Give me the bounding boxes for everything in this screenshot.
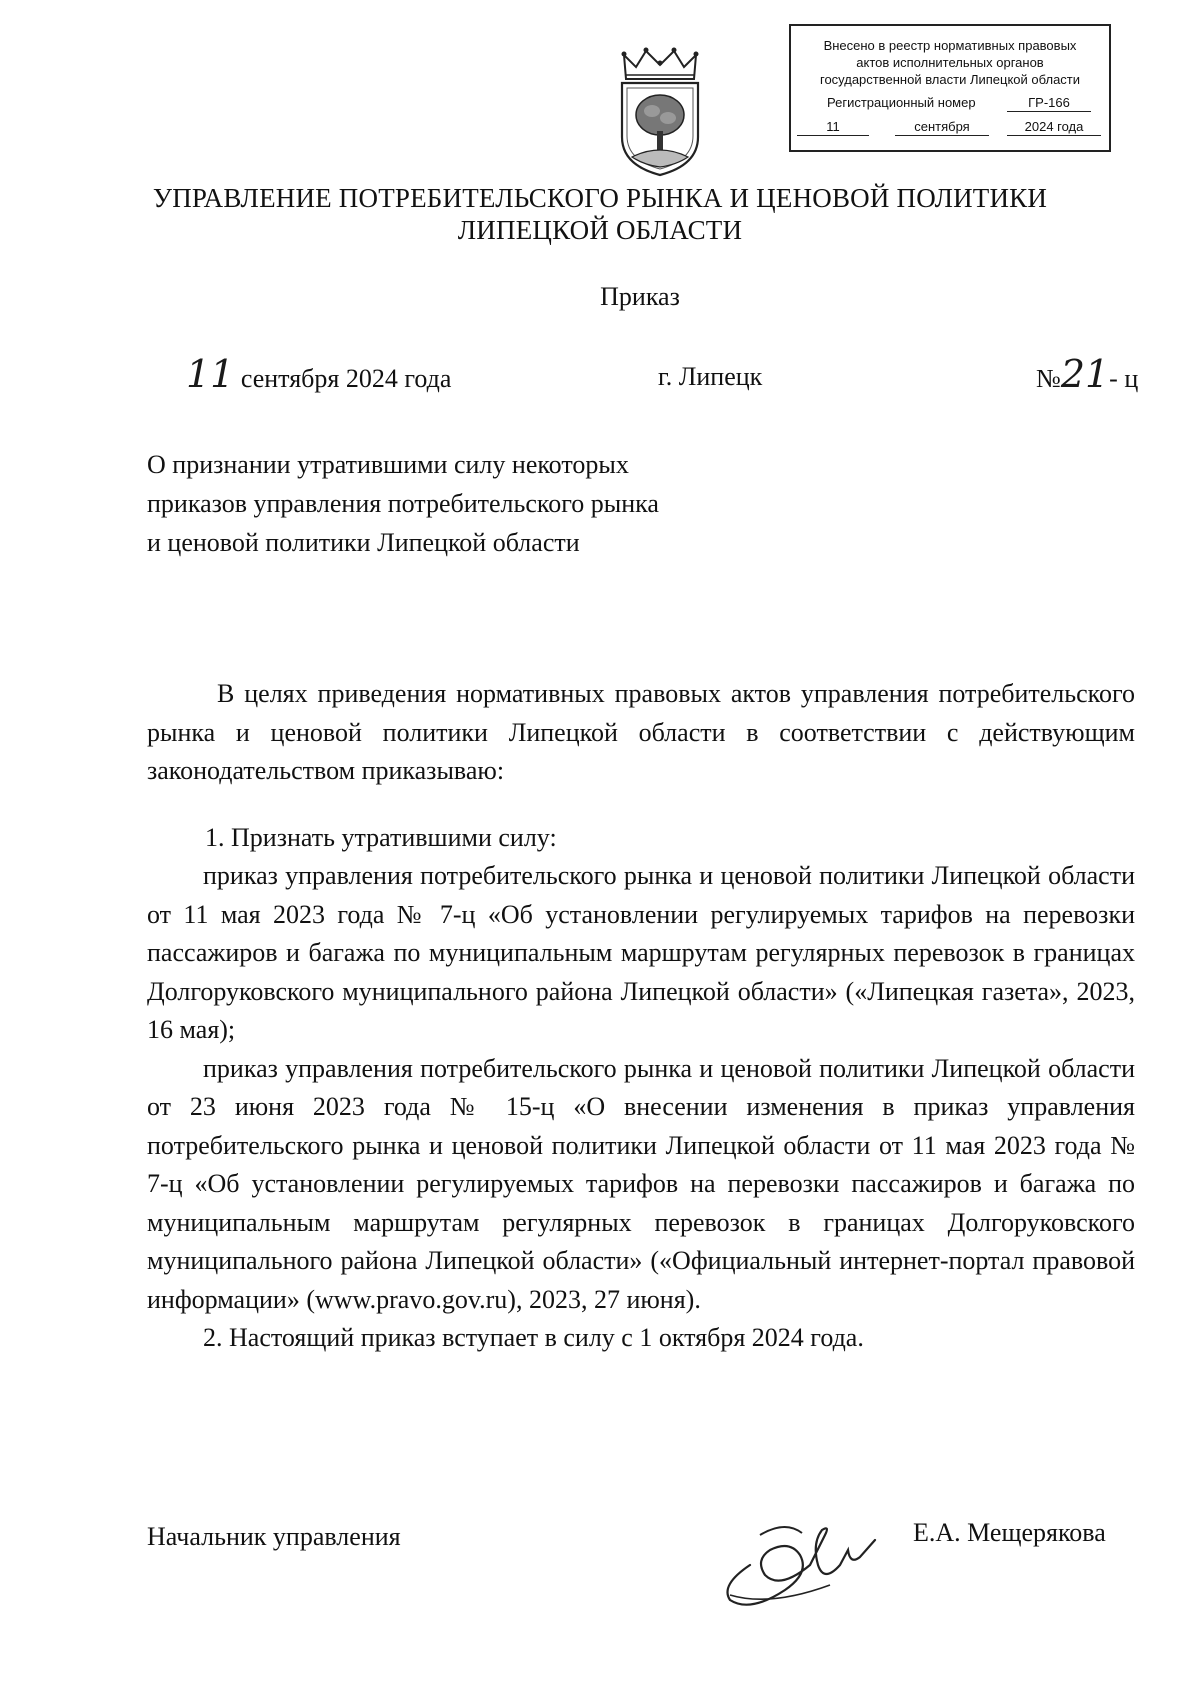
stamp-line-1: Внесено в реестр нормативных правовых: [823, 38, 1077, 53]
handwritten-day: 11: [186, 352, 235, 396]
item-1-title: 1. Признать утратившими силу:: [205, 822, 557, 852]
signatory-name: Е.А. Мещерякова: [913, 1518, 1106, 1547]
order-subject: [147, 445, 787, 562]
agency-name-line-2: ЛИПЕЦКОЙ ОБЛАСТИ: [457, 215, 743, 245]
stamp-month: сентября: [895, 118, 989, 136]
agency-name-line-1: УПРАВЛЕНИЕ ПОТРЕБИТЕЛЬСКОГО РЫНКА И ЦЕНОВОЙ ПОЛИТИКИ: [152, 183, 1048, 213]
handwritten-signature-icon: [690, 1495, 890, 1615]
lipetsk-coat-of-arms-icon: [612, 45, 708, 180]
stamp-reg-number: ГР-166: [1007, 94, 1091, 112]
subject-line-3: и ценовой политики Липецкой области: [147, 528, 580, 557]
document-type: Приказ: [600, 282, 680, 311]
number-suffix: - ц: [1109, 364, 1139, 393]
item-2-effective-date: 2. Настоящий приказ вступает в силу с 1 октября 2024 года.: [203, 1323, 864, 1352]
stamp-reg-label: Регистрационный номер: [827, 95, 976, 110]
order-number: [1036, 352, 1138, 396]
subject-line-2: приказов управления потребительского рынка: [147, 489, 659, 518]
number-prefix: №: [1036, 364, 1061, 393]
item-1-repealed-order-a: приказ управления потребительского рынка и ценовой политики Липецкой области от 11 мая 2023 года № 7-ц «Об установлении регулируемых тарифов на перевозки пассажиров и багажа по муниципальным маршрутам регулярных перевозок в границах Долгоруковского муниципального района Липецкой области» («Липецкая газета», 2023, 16 мая);: [147, 861, 1135, 1044]
registry-stamp: [789, 24, 1111, 152]
handwritten-number: 21: [1060, 352, 1110, 396]
stamp-year: 2024 года: [1007, 118, 1101, 136]
date-rest: сентября 2024 года: [240, 364, 452, 393]
intro-paragraph: В целях приведения нормативных правовых актов управления потребительского рынка и ценовой политики Липецкой области в соответствии с действующим законодательством приказываю:: [147, 679, 1135, 785]
stamp-line-2: актов исполнительных органов: [856, 55, 1044, 70]
subject-line-1: О признании утратившими силу некоторых: [147, 450, 629, 479]
order-date: [186, 352, 451, 396]
city: г. Липецк: [658, 362, 763, 391]
signatory-title: Начальник управления: [147, 1522, 401, 1551]
stamp-day: 11: [797, 118, 869, 136]
item-1-repealed-order-b: приказ управления потребительского рынка и ценовой политики Липецкой области от 23 июня 2023 года № 15-ц «О внесении изменения в приказ управления потребительского рынка и ценовой политики Липецкой области от 11 мая 2023 года № 7-ц «Об установлении регулируемых тарифов на перевозки пассажиров и багажа по муниципальным маршрутам регулярных перевозок в границах Долгоруковского муниципального района Липецкой области» («Официальный интернет-портал правовой информации» (www.pravo.gov.ru), 2023, 27 июня).: [147, 1053, 1135, 1314]
stamp-line-3: государственной власти Липецкой области: [819, 72, 1081, 87]
order-body: [147, 675, 1135, 1358]
